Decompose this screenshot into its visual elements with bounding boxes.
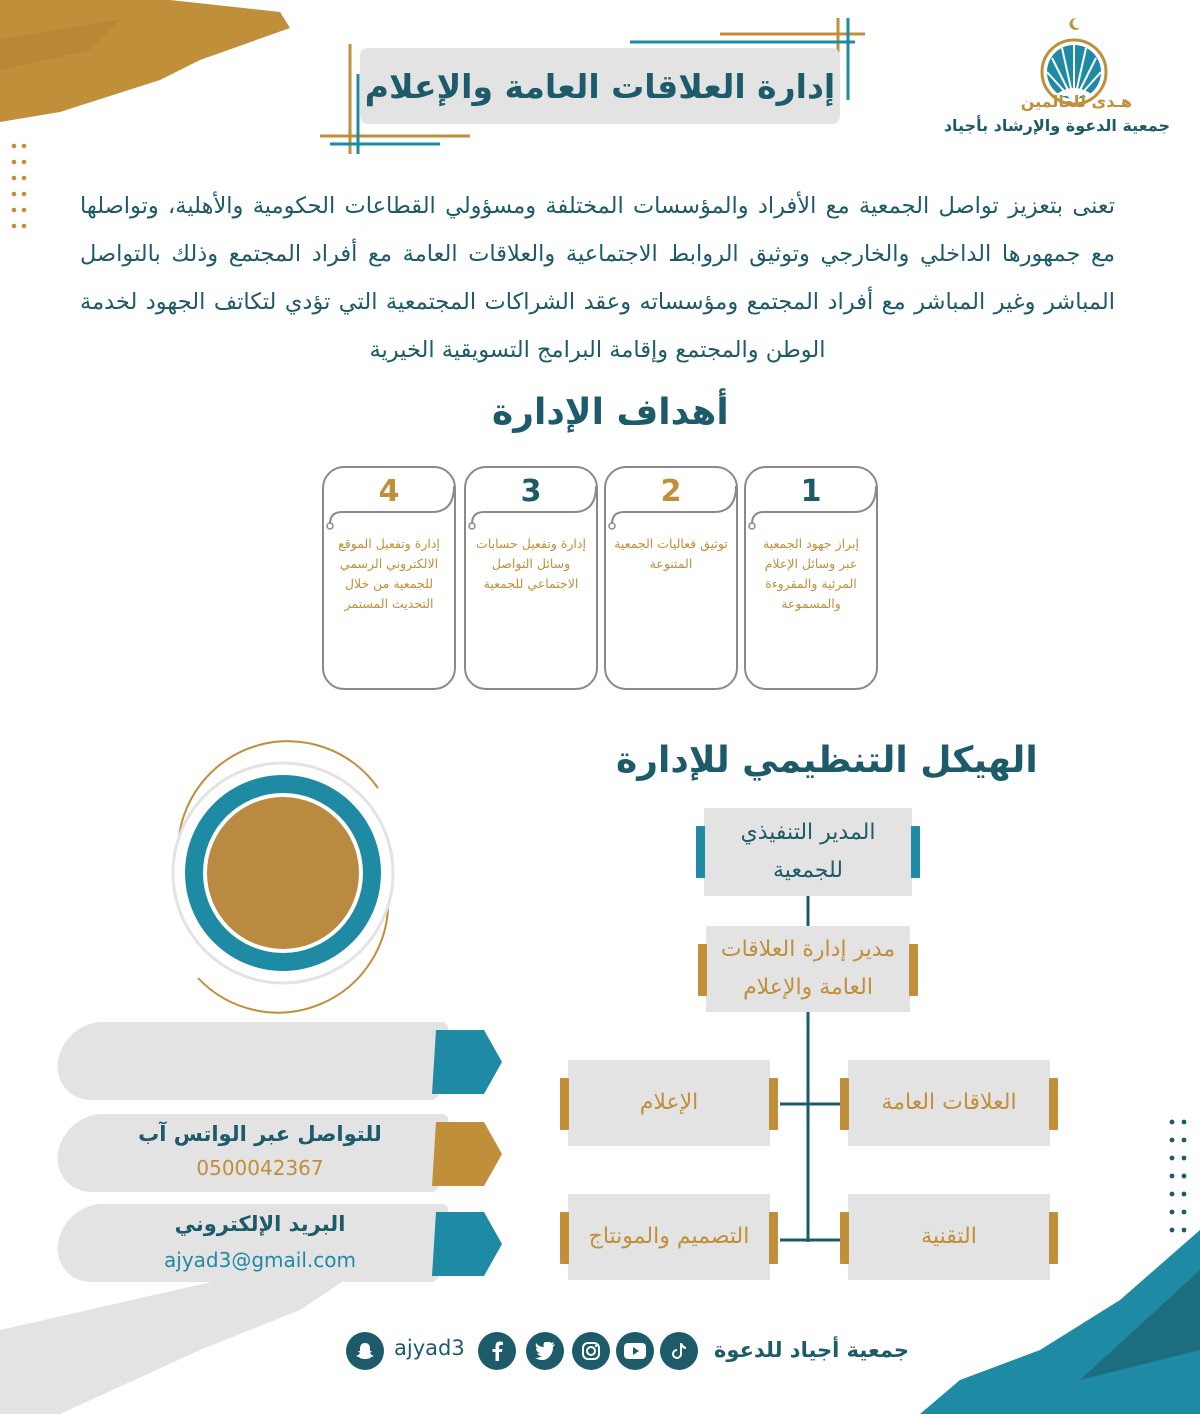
design-bar-left (560, 1212, 569, 1264)
social-handle: ajyad3 (394, 1336, 465, 1360)
public-relations-label: العلاقات العامة (881, 1090, 1017, 1115)
page-title: إدارة العلاقات العامة والإعلام (360, 48, 840, 124)
intro-paragraph: تعنى بتعزيز تواصل الجمعية مع الأفراد والمؤسسات المختلفة ومسؤولي القطاعات الحكومية والأهلية، وتواصلها مع جمهورها الداخلي والخارجي وتوثيق الروابط الاجتماعية والعلاقات العامة مع أفراد المجتمع وذلك بالتواصل المباشر وغير المباشر مع أفراد المجتمع ومؤسساته وعقد الشراكات المجتمعية التي تؤدي لتكاتف الجهود لخدمة الوطن والمجتمع وإقامة البرامج التسويقية الخيرية (80, 193, 1115, 363)
design-label: التصميم والمونتاج (588, 1224, 750, 1249)
logo-wordmark: هـدى للعالمين (1020, 92, 1132, 111)
executive-director-box (704, 808, 912, 896)
facebook-icon[interactable] (478, 1332, 516, 1370)
instagram-icon[interactable] (572, 1332, 610, 1370)
department-manager-box (706, 926, 910, 1012)
snapchat-icon[interactable] (346, 1332, 384, 1370)
whatsapp-pill-tab (432, 1122, 504, 1186)
design-box (568, 1194, 770, 1280)
empty-info-pill (53, 1022, 450, 1100)
org-chart-heading: الهيكل التنظيمي للإدارة (616, 740, 1038, 781)
executive-director-label: المدير التنفيذي للجمعية (740, 820, 876, 883)
youtube-icon[interactable] (616, 1332, 654, 1370)
manager-bar-left (698, 944, 707, 996)
goal-text: إدارة وتفعيل الموقع الالكتروني الرسمي للجمعية من خلال التحديث المستمر (338, 536, 440, 611)
goal-number: 3 (520, 474, 542, 509)
goal-text: توثيق فعاليات الجمعية المتنوعة (614, 536, 728, 571)
tech-bar-right (1049, 1212, 1058, 1264)
media-label: الإعلام (639, 1090, 699, 1115)
profile-circle (138, 728, 428, 1018)
goals-heading: أهداف الإدارة (492, 392, 729, 433)
goal-connector-arrow (744, 466, 878, 536)
goal-connector-arrow (604, 466, 738, 536)
whatsapp-number[interactable]: 0500042367 (196, 1156, 324, 1180)
executive-bar-left (696, 826, 705, 878)
design-bar-right (769, 1212, 778, 1264)
footer-organization-name: جمعية أجياد للدعوة (714, 1338, 910, 1362)
public-relations-box (848, 1060, 1050, 1146)
pr-bar-right (1049, 1078, 1058, 1130)
logo-organization-name: جمعية الدعوة والإرشاد بأجياد (943, 116, 1170, 135)
goal-connector-arrow (464, 466, 598, 536)
email-label: البريد الإلكتروني (174, 1212, 346, 1236)
media-bar-left (560, 1078, 569, 1130)
twitter-icon[interactable] (526, 1332, 564, 1370)
empty-pill-tab (432, 1030, 504, 1094)
media-bar-right (769, 1078, 778, 1130)
goal-text: إدارة وتفعيل حسابات وسائل التواصل الاجتماعي للجمعية (476, 536, 586, 591)
whatsapp-label: للتواصل عبر الواتس آب (138, 1122, 382, 1146)
executive-bar-right (911, 826, 920, 878)
top-left-gold-brush (0, 0, 300, 130)
tech-bar-left (840, 1212, 849, 1264)
tiktok-icon[interactable] (660, 1332, 698, 1370)
technology-label: التقنية (921, 1224, 977, 1249)
goal-connector-arrow (322, 466, 456, 536)
manager-bar-right (909, 944, 918, 996)
email-pill-tab (432, 1212, 504, 1276)
media-box (568, 1060, 770, 1146)
goal-number: 1 (800, 474, 822, 509)
bottom-right-dots (1168, 1118, 1192, 1248)
goal-text: إبراز جهود الجمعية عبر وسائل الإعلام المرئية والمقروءة والمسموعة (763, 536, 859, 611)
goal-number: 2 (660, 474, 682, 509)
goal-number: 4 (378, 474, 400, 509)
technology-box (848, 1194, 1050, 1280)
email-address[interactable]: ajyad3@gmail.com (164, 1248, 356, 1272)
top-left-dots (10, 142, 30, 232)
bottom-left-gray-brush (0, 1270, 380, 1414)
department-manager-label: مدير إدارة العلاقات العامة والإعلام (720, 937, 896, 1000)
pr-bar-left (840, 1078, 849, 1130)
